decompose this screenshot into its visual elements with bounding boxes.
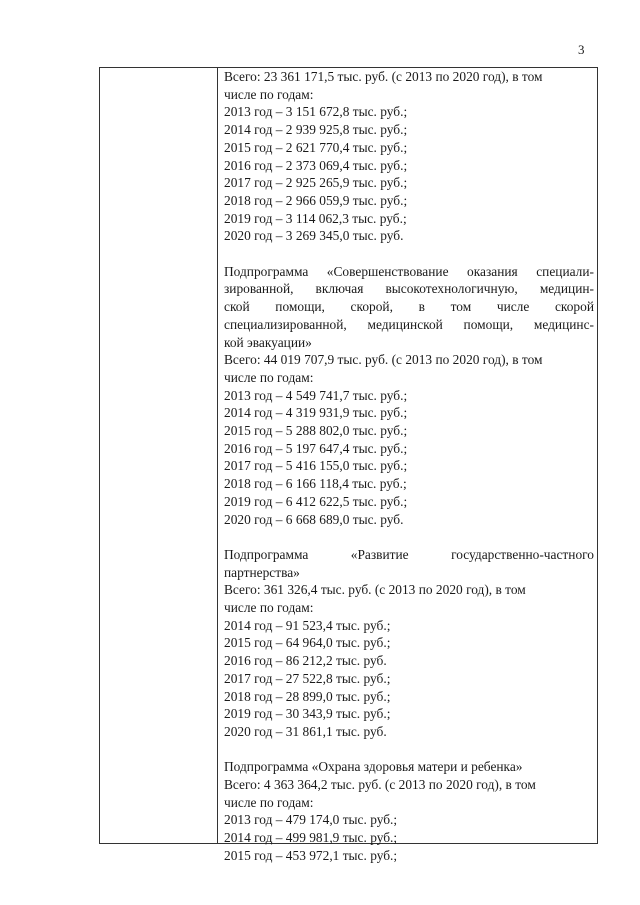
year-amount-line: 2020 год – 6 668 689,0 тыс. руб. <box>224 511 404 527</box>
subprogram-title-line: зированной, включая высокотехнологичную, медицин- <box>224 281 594 297</box>
year-amount-line: 2018 год – 6 166 118,4 тыс. руб.; <box>224 476 407 492</box>
subprogram-title-line: Подпрограмма «Охрана здоровья матери и ребенка» <box>224 759 523 775</box>
subprogram-title-line: Подпрограмма «Развитие государственно-частного <box>224 546 594 562</box>
subprogram-title-line: специализированной, медицинской помощи, медицинс- <box>224 316 594 332</box>
year-amount-line: 2015 год – 2 621 770,4 тыс. руб.; <box>224 139 408 155</box>
subprogram-title-line: Подпрограмма «Совершенствование оказания специали- <box>224 263 594 279</box>
column-divider <box>217 68 218 843</box>
total-line: числе по годам: <box>224 600 314 616</box>
year-amount-line: 2018 год – 28 899,0 тыс. руб.; <box>224 688 391 704</box>
subprogram-block <box>224 546 594 741</box>
year-amount-line: 2016 год – 86 212,2 тыс. руб. <box>224 653 387 669</box>
year-amount-line: 2017 год – 5 416 155,0 тыс. руб.; <box>224 458 408 474</box>
subprogram-block <box>224 758 594 864</box>
year-amount-line: 2017 год – 27 522,8 тыс. руб.; <box>224 670 391 686</box>
subprogram-block <box>224 68 594 245</box>
year-amount-line: 2015 год – 64 964,0 тыс. руб.; <box>224 635 391 651</box>
year-amount-line: 2015 год – 453 972,1 тыс. руб.; <box>224 847 398 863</box>
year-amount-line: 2013 год – 4 549 741,7 тыс. руб.; <box>224 387 408 403</box>
year-amount-line: 2019 год – 30 343,9 тыс. руб.; <box>224 706 391 722</box>
year-amount-line: 2014 год – 499 981,9 тыс. руб.; <box>224 830 398 846</box>
page-number: 3 <box>578 42 585 57</box>
funding-table <box>99 67 598 863</box>
year-amount-line: 2016 год – 2 373 069,4 тыс. руб.; <box>224 157 408 173</box>
year-amount-line: 2017 год – 2 925 265,9 тыс. руб.; <box>224 175 408 191</box>
year-amount-line: 2020 год – 3 269 345,0 тыс. руб. <box>224 228 404 244</box>
total-line: числе по годам: <box>224 86 314 102</box>
total-line: числе по годам: <box>224 369 314 385</box>
total-line: Всего: 23 361 171,5 тыс. руб. (с 2013 по 2020 год), в том <box>224 69 543 84</box>
year-amount-line: 2014 год – 91 523,4 тыс. руб.; <box>224 617 391 633</box>
year-amount-line: 2019 год – 3 114 062,3 тыс. руб.; <box>224 210 407 226</box>
total-line: Всего: 44 019 707,9 тыс. руб. (с 2013 по 2020 год), в том <box>224 352 543 368</box>
subprogram-title-line: кой эвакуации» <box>224 334 312 350</box>
year-amount-line: 2015 год – 5 288 802,0 тыс. руб.; <box>224 423 408 439</box>
year-amount-line: 2013 год – 479 174,0 тыс. руб.; <box>224 812 398 828</box>
total-line: числе по годам: <box>224 794 314 810</box>
funding-content <box>224 68 594 865</box>
year-amount-line: 2016 год – 5 197 647,4 тыс. руб.; <box>224 440 408 456</box>
subprogram-title-line: партнерства» <box>224 564 300 580</box>
subprogram-title-line: ской помощи, скорой, в том числе скорой <box>224 299 594 315</box>
year-amount-line: 2018 год – 2 966 059,9 тыс. руб.; <box>224 192 408 208</box>
year-amount-line: 2019 год – 6 412 622,5 тыс. руб.; <box>224 493 408 509</box>
year-amount-line: 2014 год – 4 319 931,9 тыс. руб.; <box>224 405 408 421</box>
total-line: Всего: 361 326,4 тыс. руб. (с 2013 по 2020 год), в том <box>224 582 526 598</box>
year-amount-line: 2014 год – 2 939 925,8 тыс. руб.; <box>224 122 408 138</box>
subprogram-block <box>224 263 594 529</box>
year-amount-line: 2020 год – 31 861,1 тыс. руб. <box>224 723 387 739</box>
total-line: Всего: 4 363 364,2 тыс. руб. (с 2013 по 2020 год), в том <box>224 777 536 793</box>
year-amount-line: 2013 год – 3 151 672,8 тыс. руб.; <box>224 104 408 120</box>
